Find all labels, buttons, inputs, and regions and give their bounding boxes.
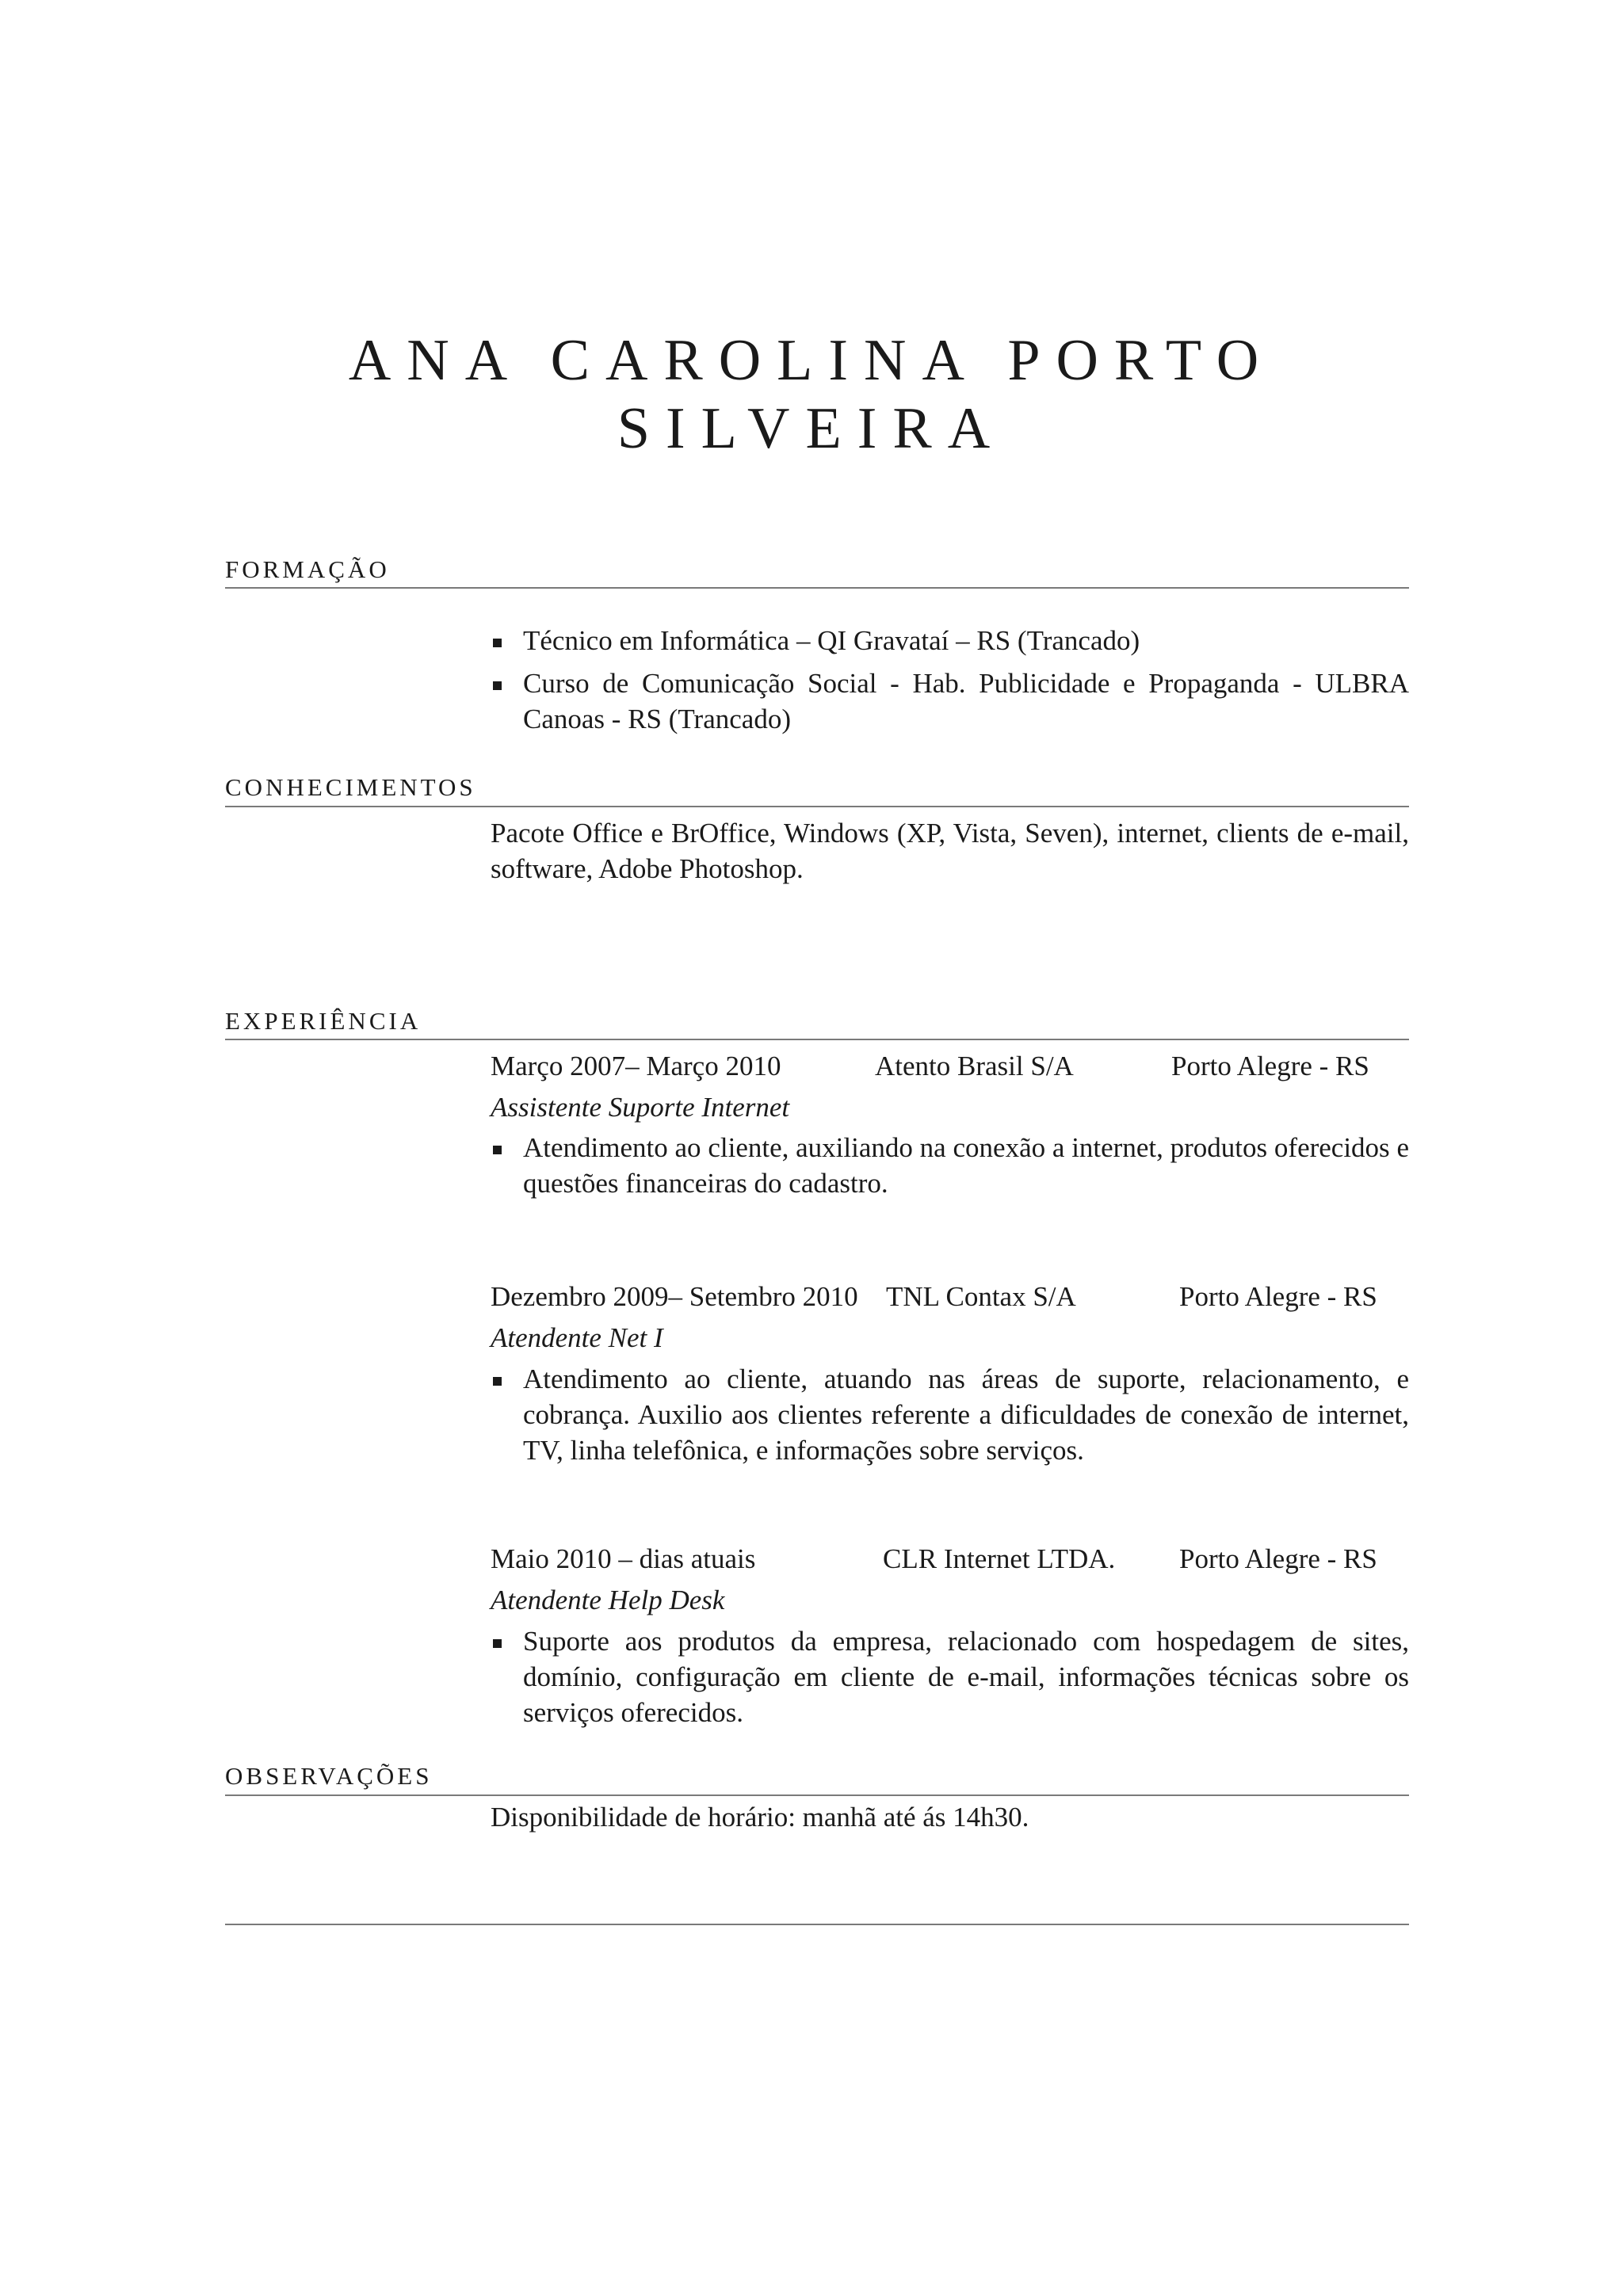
job-1-period: Março 2007– Março 2010 xyxy=(491,1051,781,1081)
job-1-location: Porto Alegre - RS xyxy=(1171,1051,1369,1081)
section-rule-observacoes xyxy=(225,1794,1409,1796)
section-title-observacoes: OBSERVAÇÕES xyxy=(225,1762,433,1790)
job-2-role: Atendente Net I xyxy=(491,1322,663,1353)
job-2-company: TNL Contax S/A xyxy=(886,1281,1076,1312)
formacao-item-2: Curso de Comunicação Social - Hab. Publicidade e Propaganda - ULBRA Canoas - RS (Trancado) xyxy=(523,668,1409,734)
bullet-icon xyxy=(493,1639,502,1648)
bullet-icon xyxy=(493,1377,502,1386)
bottom-rule xyxy=(225,1924,1409,1925)
bullet-icon xyxy=(493,639,502,647)
conhecimentos-text: Pacote Office e BrOffice, Windows (XP, Vista, Seven), internet, clients de e-mail, software, Adobe Photoshop. xyxy=(491,818,1409,884)
formacao-item-1: Técnico em Informática – QI Gravataí – RS (Trancado) xyxy=(523,625,1140,656)
observacoes-text: Disponibilidade de horário: manhã até ás 14h30. xyxy=(491,1802,1029,1833)
job-3-role: Atendente Help Desk xyxy=(491,1585,725,1615)
job-3-period: Maio 2010 – dias atuais xyxy=(491,1543,756,1574)
section-rule-formacao xyxy=(225,587,1409,589)
job-2-period: Dezembro 2009– Setembro 2010 xyxy=(491,1281,858,1312)
name-line-2: SILVEIRA xyxy=(617,396,1006,461)
job-2-location: Porto Alegre - RS xyxy=(1179,1281,1377,1312)
job-1-role: Assistente Suporte Internet xyxy=(491,1092,790,1123)
bullet-icon xyxy=(493,1146,502,1154)
bullet-icon xyxy=(493,681,502,690)
job-3-description: Suporte aos produtos da empresa, relacionado com hospedagem de sites, domínio, configuração em cliente de e-mail, informações técnicas sobre os serviços oferecidos. xyxy=(523,1626,1409,1728)
job-3-location: Porto Alegre - RS xyxy=(1179,1543,1377,1574)
job-1-description: Atendimento ao cliente, auxiliando na conexão a internet, produtos oferecidos e questões financeiras do cadastro. xyxy=(523,1132,1409,1199)
section-rule-experiencia xyxy=(225,1039,1409,1040)
job-3-company: CLR Internet LTDA. xyxy=(883,1543,1116,1574)
job-1-company: Atento Brasil S/A xyxy=(875,1051,1074,1081)
job-2-description: Atendimento ao cliente, atuando nas áreas de suporte, relacionamento, e cobrança. Auxilio aos clientes referente a dificuldades de conexão de internet, TV, linha telefônica, e informações sobre serviços. xyxy=(523,1363,1409,1466)
section-title-experiencia: EXPERIÊNCIA xyxy=(225,1007,422,1035)
section-title-conhecimentos: CONHECIMENTOS xyxy=(225,773,476,801)
section-title-formacao: FORMAÇÃO xyxy=(225,555,390,583)
name-line-1: ANA CAROLINA PORTO xyxy=(348,328,1275,393)
section-rule-conhecimentos xyxy=(225,806,1409,807)
